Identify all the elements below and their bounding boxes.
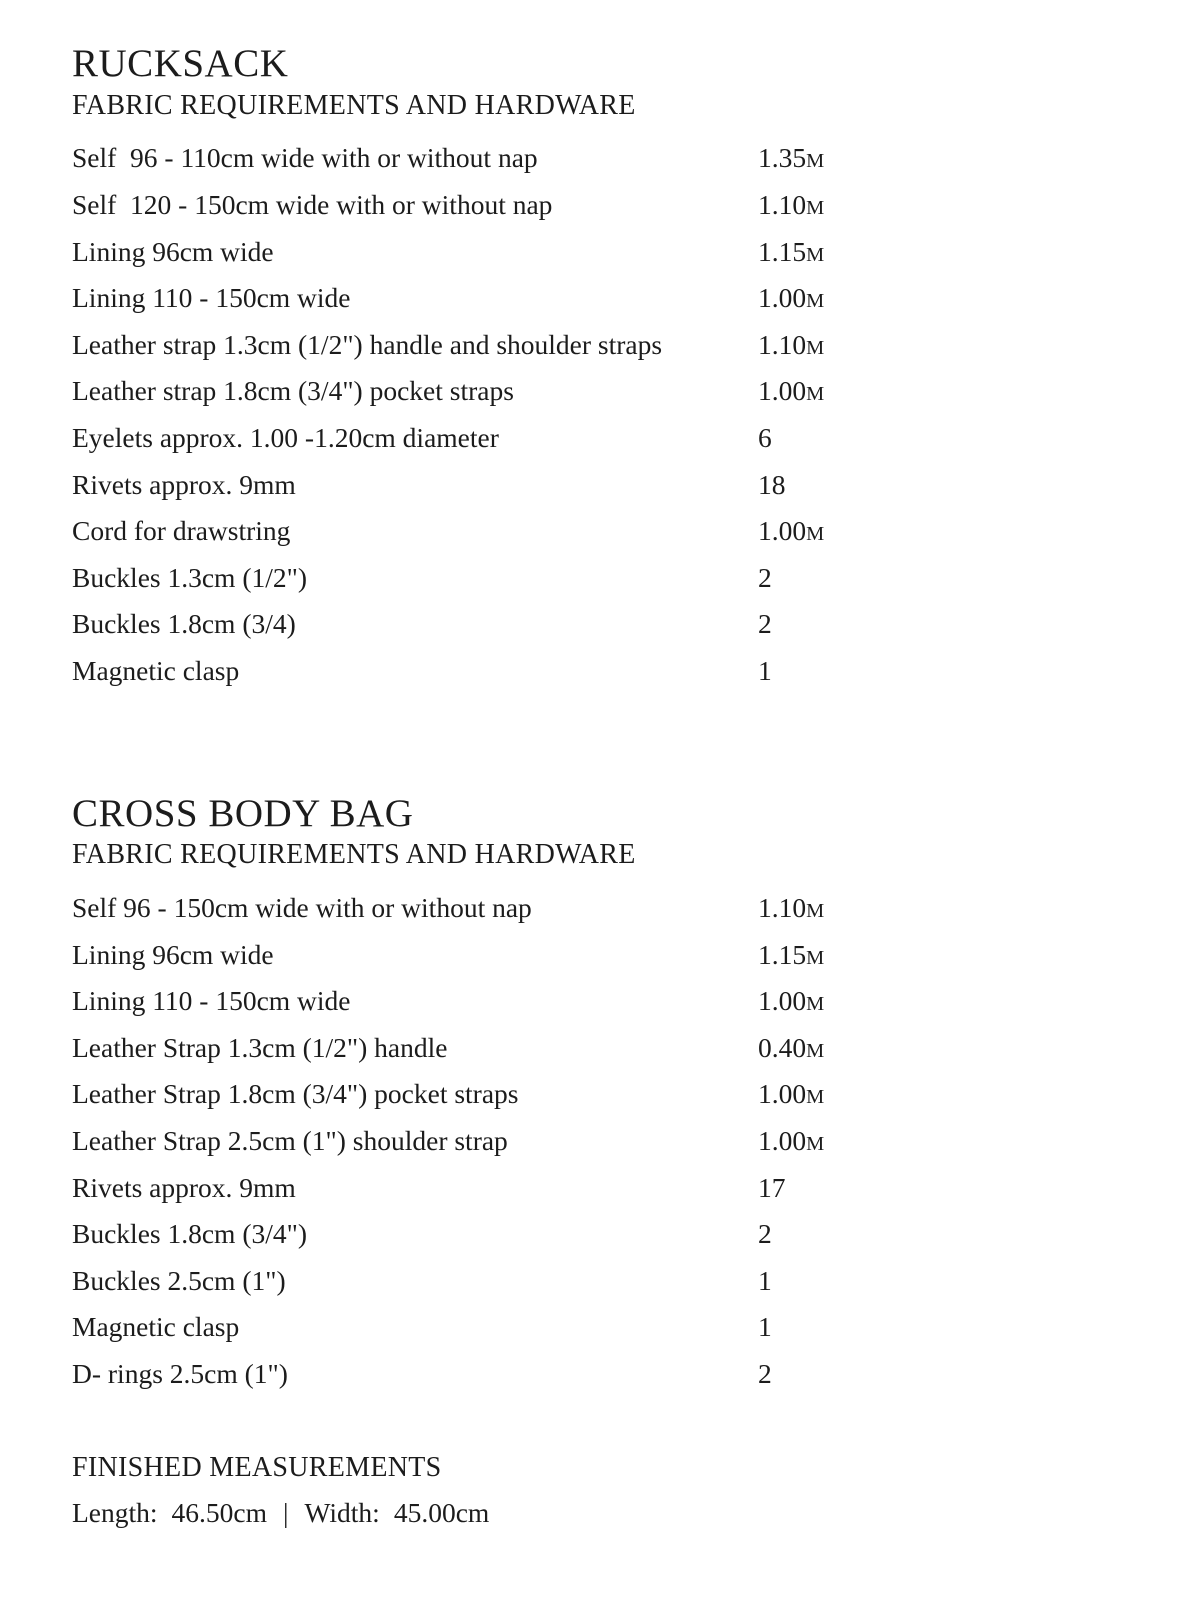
section-cross-body-bag xyxy=(72,792,1200,1398)
item-quantity xyxy=(758,555,912,605)
item-label: Cord for drawstring xyxy=(72,515,291,547)
quantity-unit: M xyxy=(806,197,825,220)
separator: | xyxy=(283,1496,289,1528)
section-title: RUCKSACK xyxy=(72,42,289,85)
item-quantity xyxy=(758,1071,912,1121)
quantity-number: 2 xyxy=(758,1357,772,1389)
requirement-row xyxy=(72,1118,912,1165)
item-quantity xyxy=(758,1211,912,1261)
item-quantity xyxy=(758,648,912,698)
quantity-number: 18 xyxy=(758,468,786,500)
item-quantity xyxy=(758,1118,912,1168)
requirements-table xyxy=(72,885,912,1398)
item-label: Self 120 - 150cm wide with or without nap xyxy=(72,189,553,221)
item-label: Leather Strap 1.8cm (3/4") pocket straps xyxy=(72,1078,519,1110)
item-label: Magnetic clasp xyxy=(72,654,240,686)
item-quantity xyxy=(758,415,912,465)
quantity-number: 1.00 xyxy=(758,282,807,314)
item-label: Eyelets approx. 1.00 -1.20cm diameter xyxy=(72,422,499,453)
requirement-row xyxy=(72,932,912,979)
section-subtitle: FABRIC REQUIREMENTS AND HARDWARE xyxy=(72,839,636,871)
item-label: Magnetic clasp xyxy=(72,1311,240,1343)
item-quantity xyxy=(758,1258,912,1308)
section-subtitle: FABRIC REQUIREMENTS AND HARDWARE xyxy=(72,89,636,121)
quantity-number: 2 xyxy=(758,561,772,593)
quantity-number: 1.10 xyxy=(758,892,807,923)
finished-measurements-title: FINISHED MEASUREMENTS xyxy=(72,1451,442,1483)
requirements-table xyxy=(72,135,912,694)
section-title: CROSS BODY BAG xyxy=(72,791,414,835)
quantity-number: 1 xyxy=(758,654,772,686)
item-quantity xyxy=(758,322,912,372)
quantity-number: 0.40 xyxy=(758,1031,807,1063)
item-quantity xyxy=(758,601,912,651)
requirement-row xyxy=(72,555,912,602)
item-label: Lining 96cm wide xyxy=(72,938,274,970)
quantity-unit: M xyxy=(806,290,825,313)
item-quantity xyxy=(758,368,912,418)
quantity-number: 2 xyxy=(758,608,772,640)
quantity-number: 2 xyxy=(758,1218,772,1250)
requirement-row xyxy=(72,182,912,229)
item-quantity xyxy=(758,462,912,512)
requirement-row xyxy=(72,462,912,509)
finished-measurements xyxy=(72,1452,1200,1529)
quantity-unit: M xyxy=(806,383,825,406)
requirement-row xyxy=(72,415,912,462)
item-label: Buckles 1.3cm (1/2") xyxy=(72,561,307,593)
requirement-row xyxy=(72,885,912,932)
item-quantity xyxy=(758,885,912,935)
item-label: Buckles 2.5cm (1") xyxy=(72,1264,286,1296)
quantity-unit: M xyxy=(806,150,825,173)
quantity-unit: M xyxy=(806,523,825,546)
item-quantity xyxy=(758,1165,912,1215)
quantity-number: 1.10 xyxy=(758,189,807,221)
requirement-row xyxy=(72,368,912,415)
quantity-number: 1.00 xyxy=(758,515,807,547)
item-label: Buckles 1.8cm (3/4") xyxy=(72,1218,307,1250)
item-label: Self 96 - 110cm wide with or without nap xyxy=(72,142,538,174)
item-quantity xyxy=(758,275,912,325)
requirement-row xyxy=(72,978,912,1025)
width-value: 45.00cm xyxy=(393,1496,490,1528)
quantity-number: 1.00 xyxy=(758,1124,807,1156)
item-label: D- rings 2.5cm (1") xyxy=(72,1357,288,1389)
section-rucksack xyxy=(72,42,1200,695)
requirement-row xyxy=(72,229,912,276)
requirement-row xyxy=(72,135,912,182)
quantity-unit: M xyxy=(806,993,825,1016)
item-label: Leather Strap 2.5cm (1") shoulder strap xyxy=(72,1124,508,1156)
requirement-row xyxy=(72,601,912,648)
quantity-number: 1.00 xyxy=(758,1078,807,1110)
requirement-row xyxy=(72,1258,912,1305)
item-label: Lining 96cm wide xyxy=(72,235,274,267)
measurements-line xyxy=(72,1497,1200,1529)
requirement-row xyxy=(72,1304,912,1351)
requirement-row xyxy=(72,322,912,369)
item-label: Lining 110 - 150cm wide xyxy=(72,282,351,314)
item-label: Buckles 1.8cm (3/4) xyxy=(72,608,296,640)
item-quantity xyxy=(758,1025,912,1075)
item-quantity xyxy=(758,182,912,232)
quantity-unit: M xyxy=(806,1086,825,1109)
requirement-row xyxy=(72,1211,912,1258)
quantity-number: 1.15 xyxy=(758,938,807,970)
item-label: Leather Strap 1.3cm (1/2") handle xyxy=(72,1031,448,1063)
quantity-number: 1.00 xyxy=(758,985,807,1017)
item-label: Lining 110 - 150cm wide xyxy=(72,985,351,1017)
quantity-number: 1.35 xyxy=(758,142,807,174)
item-quantity xyxy=(758,135,912,185)
item-label: Leather strap 1.8cm (3/4") pocket straps xyxy=(72,375,514,407)
quantity-unit: M xyxy=(806,243,825,266)
quantity-unit: M xyxy=(806,900,825,922)
quantity-number: 1.00 xyxy=(758,375,807,407)
quantity-number: 17 xyxy=(758,1171,786,1203)
length-value: 46.50cm xyxy=(171,1496,268,1528)
quantity-unit: M xyxy=(806,1039,825,1062)
requirement-row xyxy=(72,648,912,695)
quantity-number: 1 xyxy=(758,1264,772,1296)
width-label: Width: xyxy=(304,1496,380,1528)
quantity-number: 6 xyxy=(758,422,772,453)
item-label: Leather strap 1.3cm (1/2") handle and shoulder straps xyxy=(72,328,663,360)
item-quantity xyxy=(758,229,912,279)
item-quantity xyxy=(758,978,912,1028)
length-label: Length: xyxy=(72,1496,158,1528)
quantity-unit: M xyxy=(806,336,825,359)
item-quantity xyxy=(758,932,912,982)
item-label: Rivets approx. 9mm xyxy=(72,1171,296,1203)
requirement-row xyxy=(72,1351,912,1398)
quantity-number: 1.10 xyxy=(758,328,807,360)
requirement-row xyxy=(72,1025,912,1072)
item-label: Rivets approx. 9mm xyxy=(72,468,296,500)
quantity-number: 1.15 xyxy=(758,235,807,267)
item-quantity xyxy=(758,508,912,558)
item-quantity xyxy=(758,1351,912,1401)
requirement-row xyxy=(72,1071,912,1118)
quantity-unit: M xyxy=(806,1132,825,1155)
requirement-row xyxy=(72,508,912,555)
requirement-row xyxy=(72,1165,912,1212)
item-quantity xyxy=(758,1304,912,1354)
quantity-number: 1 xyxy=(758,1311,772,1343)
quantity-unit: M xyxy=(806,946,825,969)
requirement-row xyxy=(72,275,912,322)
item-label: Self 96 - 150cm wide with or without nap xyxy=(72,892,532,923)
